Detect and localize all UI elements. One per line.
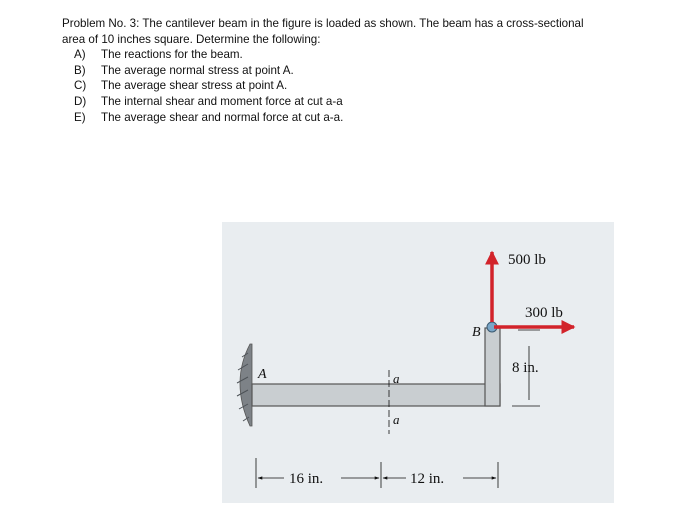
height-dimension-label: 8 in.: [512, 360, 539, 376]
beam-joint: [486, 385, 499, 405]
question-item: [62, 78, 622, 94]
left-span-label: 16 in.: [289, 471, 324, 487]
horizontal-beam: [252, 384, 500, 406]
point-a-label: A: [258, 367, 267, 382]
problem-intro-line-2: area of 10 inches square. Determine the following:: [62, 32, 321, 46]
load-horizontal-label: 300 lb: [525, 305, 563, 321]
question-label: C): [74, 79, 87, 93]
problem-statement: [62, 16, 622, 125]
question-label: B): [74, 63, 86, 77]
question-text: The internal shear and moment force at cut a-a: [101, 94, 343, 108]
question-text: The reactions for the beam.: [101, 48, 243, 62]
question-label: A): [74, 48, 86, 62]
question-text: The average shear and normal force at cut a-a.: [101, 110, 344, 124]
question-item: [62, 63, 622, 79]
section-cut-top-label: a: [393, 371, 400, 386]
question-text: The average shear stress at point A.: [101, 79, 288, 93]
right-span-label: 12 in.: [410, 471, 445, 487]
question-list: [62, 47, 622, 125]
beam-diagram: [222, 222, 614, 503]
problem-intro-line-1: Problem No. 3: The cantilever beam in the figure is loaded as shown. The beam has a cross-sectional: [62, 17, 584, 30]
cantilever-beam-figure: [222, 222, 614, 503]
wall-support: [240, 344, 252, 426]
load-vertical-label: 500 lb: [508, 252, 546, 268]
question-text: The average normal stress at point A.: [101, 63, 294, 77]
question-label: D): [74, 94, 87, 108]
question-item: [62, 94, 622, 110]
point-b-label: B: [472, 325, 481, 340]
section-cut-bottom-label: a: [393, 412, 400, 427]
question-label: E): [74, 110, 86, 124]
question-item: [62, 47, 622, 63]
question-item: [62, 110, 622, 126]
